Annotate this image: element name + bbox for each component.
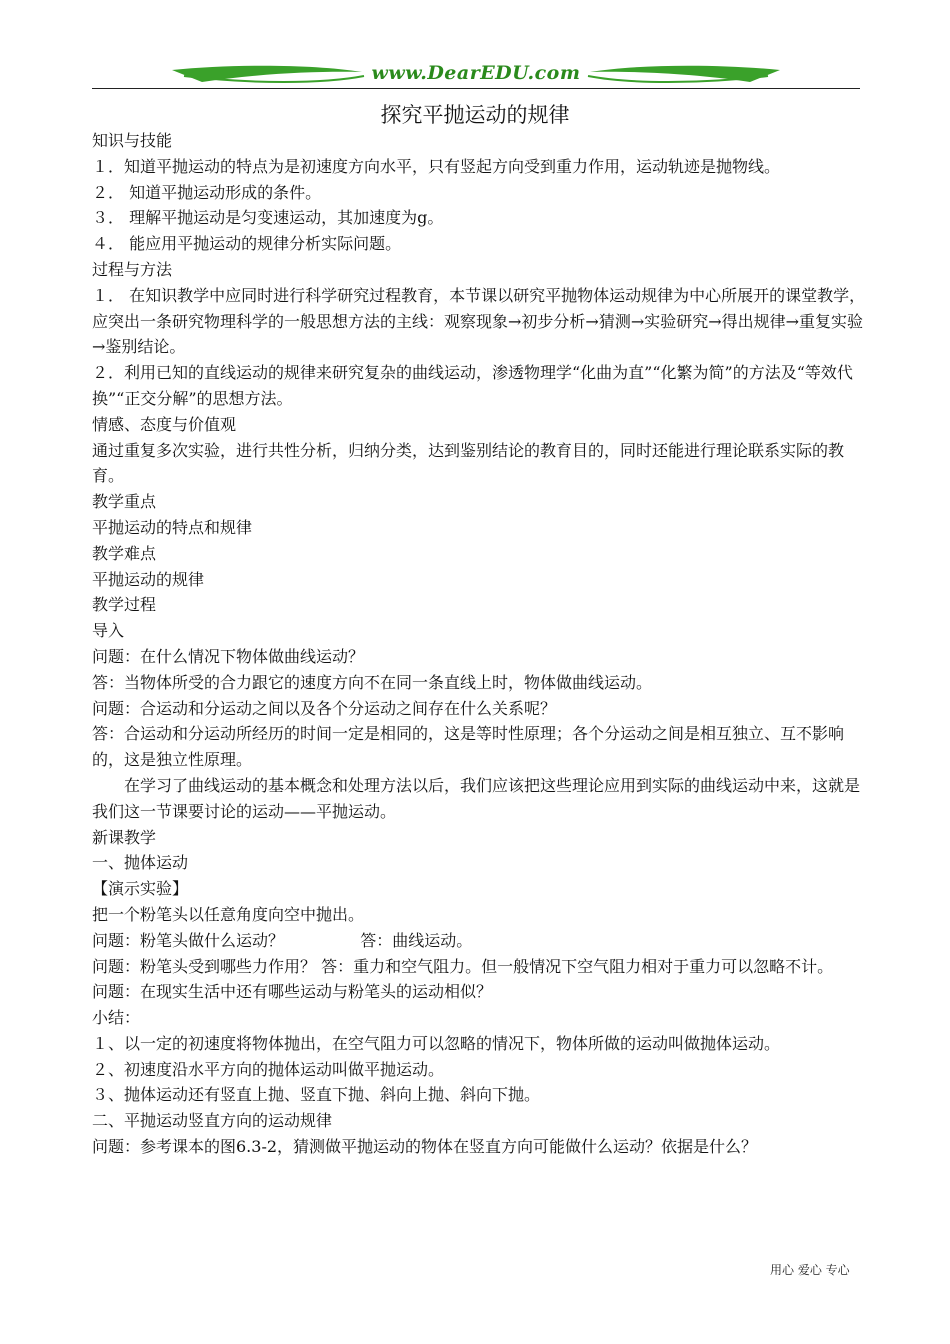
page-footer: 用心 爱心 专心	[770, 1263, 850, 1277]
paragraph: ２． 知道平抛运动形成的条件。	[92, 182, 322, 202]
paragraph: ３． 理解平抛运动是匀变速运动，其加速度为g。	[92, 208, 444, 228]
section-heading: 一、抛体运动	[92, 853, 189, 873]
paragraph: １．知道平抛运动的特点为是初速度方向水平，只有竖起方向受到重力作用，运动轨迹是抛物线。	[92, 156, 781, 176]
qa-line: 问题：粉笔头做什么运动？ 答：曲线运动。	[92, 930, 473, 950]
paragraph: ４． 能应用平抛运动的规律分析实际问题。	[92, 234, 402, 254]
section-heading: 新课教学	[92, 827, 157, 847]
section-heading: 二、平抛运动竖直方向的运动规律	[92, 1111, 333, 1131]
page-title: 探究平抛运动的规律	[380, 103, 570, 127]
section-heading: 情感、态度与价值观	[92, 414, 237, 434]
site-header	[92, 58, 860, 92]
paragraph: 通过重复多次实验，进行共性分析，归纳分类，达到鉴别结论的教育目的，同时还能进行理论联系实际的教育。	[92, 440, 845, 486]
paragraph: ２、初速度沿水平方向的抛体运动叫做平抛运动。	[92, 1059, 445, 1079]
section-heading: 过程与方法	[92, 259, 173, 279]
paragraph: 平抛运动的特点和规律	[92, 517, 253, 537]
paragraph: １． 在知识教学中应同时进行科学研究过程教育，本节课以研究平抛物体运动规律为中心所展开的课堂教学，应突出一条研究物理科学的一般思想方法的主线：观察现象→初步分析→猜测→实验研究→得出规律→重复实验→鉴别结论。	[92, 285, 866, 357]
answer: 答：合运动和分运动所经历的时间一定是相同的，这是等时性原理；各个分运动之间是相互独立、互不影响的，这是独立性原理。	[92, 724, 845, 770]
paragraph: ２．利用已知的直线运动的规律来研究复杂的曲线运动，渗透物理学“化曲为直”“化繁为简”的方法及“等效代换”“正交分解”的思想方法。	[92, 363, 853, 408]
question: 问题：合运动和分运动之间以及各个分运动之间存在什么关系呢？	[92, 698, 557, 718]
question: 问题：在现实生活中还有哪些运动与粉笔头的运动相似？	[92, 982, 493, 1002]
section-heading: 教学过程	[92, 595, 157, 615]
header-divider	[92, 88, 860, 89]
section-heading: 【演示实验】	[92, 879, 189, 899]
paragraph: 在学习了曲线运动的基本概念和处理方法以后，我们应该把这些理论应用到实际的曲线运动中来，这就是我们这一节课要讨论的运动——平抛运动。	[92, 775, 861, 821]
paragraph: １、以一定的初速度将物体抛出，在空气阻力可以忽略的情况下，物体所做的运动叫做抛体运动。	[92, 1033, 781, 1053]
question: 问题：在什么情况下物体做曲线运动？	[92, 646, 365, 666]
question: 问题：粉笔头受到哪些力作用？ 答：重力和空气阻力。但一般情况下空气阻力相对于重力可以忽略不计。	[92, 956, 834, 976]
paragraph: 把一个粉笔头以任意角度向空中抛出。	[92, 904, 365, 924]
paragraph: 平抛运动的规律	[92, 569, 205, 589]
section-heading: 小结：	[92, 1008, 141, 1028]
site-logo-text[interactable]: www.DearEDU.com	[371, 62, 581, 84]
document-body	[92, 128, 866, 1160]
question: 问题：参考课本的图6.3-2，猜测做平抛运动的物体在竖直方向可能做什么运动？依据是什么？	[92, 1137, 758, 1157]
section-heading: 导入	[92, 621, 125, 641]
section-heading: 知识与技能	[92, 131, 173, 150]
paragraph: ３、抛体运动还有竖直上抛、竖直下抛、斜向上抛、斜向下抛。	[92, 1085, 541, 1105]
answer: 答：当物体所受的合力跟它的速度方向不在同一条直线上时，物体做曲线运动。	[92, 672, 653, 692]
question	[92, 928, 866, 954]
section-heading: 教学难点	[92, 543, 157, 563]
section-heading: 教学重点	[92, 492, 157, 512]
